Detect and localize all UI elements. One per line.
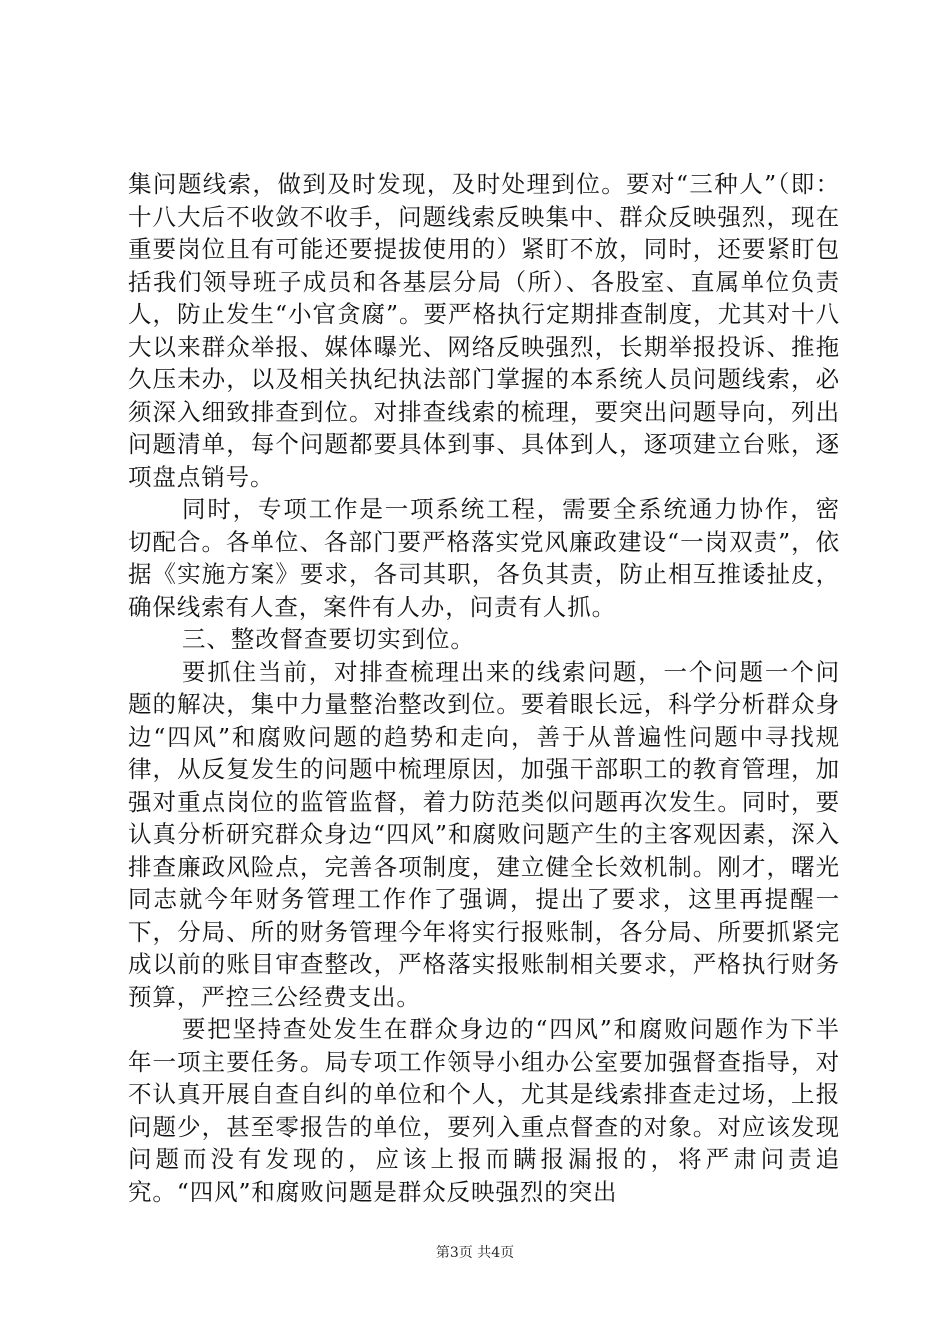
paragraph-cooperation: 同时，专项工作是一项系统工程，需要全系统通力协作，密切配合。各单位、各部门要严格落实党风廉政建设“一岗双责”，依据《实施方案》要求，各司其职，各负其责，防止相互推诿扯皮，确保线索有人查，案件有人办，问责有人抓。 (128, 495, 840, 621)
paragraph-rectification: 要抓住当前，对排查梳理出来的线索问题，一个问题一个问题的解决，集中力量整治整改到位。要着眼长远，科学分析群众身边“四风”和腐败问题的趋势和走向，善于从普遍性问题中寻找规律，从反复发生的问题中梳理原因，加强干部职工的教育管理，加强对重点岗位的监管监督，着力防范类似问题再次发生。同时，要认真分析研究群众身边“四风”和腐败问题产生的主客观因素，深入排查廉政风险点，完善各项制度，建立健全长效机制。刚才，曙光同志就今年财务管理工作作了强调，提出了要求，这里再提醒一下，分局、所的财务管理今年将实行报账制，各分局、所要抓紧完成以前的账目审查整改，严格落实报账制相关要求，严格执行财务预算，严控三公经费支出。 (128, 657, 840, 1011)
section-heading-rectification: 三、整改督查要切实到位。 (182, 625, 475, 653)
document-body (128, 168, 840, 1208)
paragraph-inspection: 要把坚持查处发生在群众身边的“四风”和腐败问题作为下半年一项主要任务。局专项工作领导小组办公室要加强督查指导，对不认真开展自查自纠的单位和个人，尤其是线索排查走过场，上报问题少，甚至零报告的单位，要列入重点督查的对象。对应该发现问题而没有发现的，应该上报而瞒报漏报的，将严肃问责追究。“四风”和腐败问题是群众反映强烈的突出 (128, 1015, 840, 1206)
paragraph-continued: 集问题线索，做到及时发现，及时处理到位。要对“三种人”（即：十八大后不收敛不收手，问题线索反映集中、群众反映强烈，现在重要岗位且有可能还要提拔使用的）紧盯不放，同时，还要紧盯包括我们领导班子成员和各基层分局（所）、各股室、直属单位负责人，防止发生“小官贪腐”。要严格执行定期排查制度，尤其对十八大以来群众举报、媒体曝光、网络反映强烈，长期举报投诉、推拖久压未办，以及相关执纪执法部门掌握的本系统人员问题线索，必须深入细致排查到位。对排查线索的梳理，要突出问题导向，列出问题清单，每个问题都要具体到事、具体到人，逐项建立台账，逐项盘点销号。 (128, 170, 840, 491)
page-number-footer: 第3页 共4页 (435, 1245, 515, 1261)
